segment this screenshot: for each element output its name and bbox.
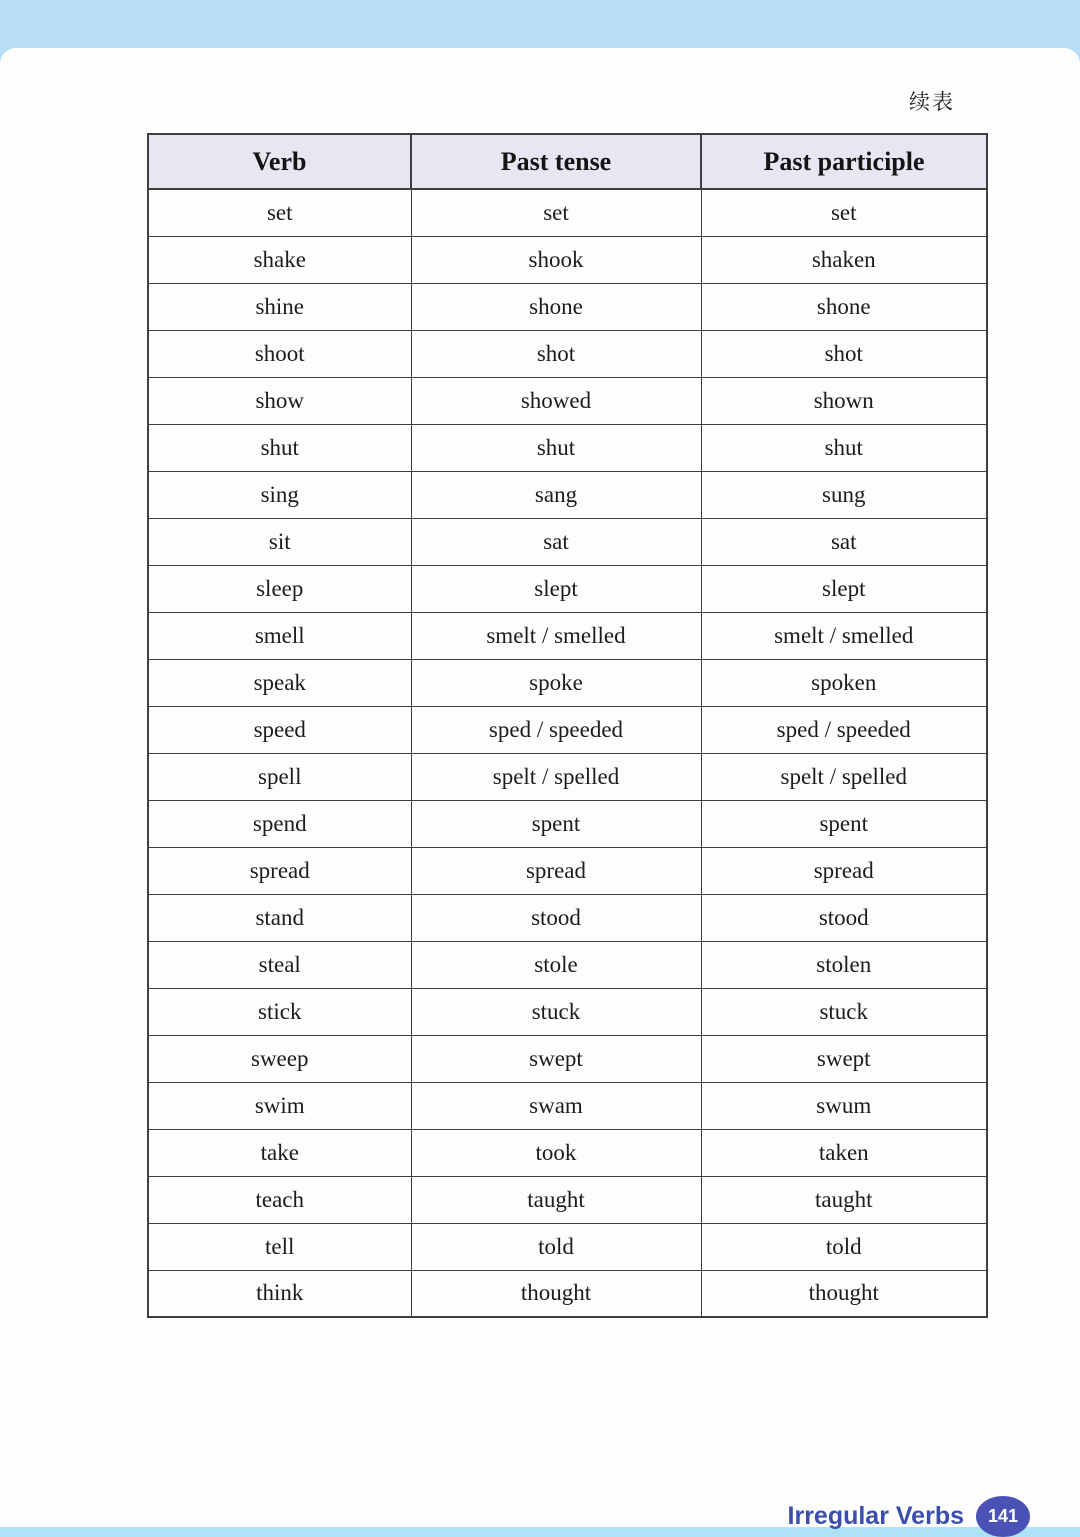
footer xyxy=(788,1496,1030,1537)
table-cell: sped / speeded xyxy=(411,706,701,753)
table-cell: shaken xyxy=(701,236,987,283)
table-cell: set xyxy=(701,189,987,236)
table-cell: swept xyxy=(411,1035,701,1082)
footer-section-title: Irregular Verbs xyxy=(787,1502,964,1530)
table-row xyxy=(148,1129,987,1176)
table-row xyxy=(148,518,987,565)
table-cell: set xyxy=(411,189,701,236)
table-row xyxy=(148,377,987,424)
table-cell: stuck xyxy=(411,988,701,1035)
table-cell: stuck xyxy=(701,988,987,1035)
table-cell: sung xyxy=(701,471,987,518)
table-cell: spread xyxy=(148,847,411,894)
table-row xyxy=(148,565,987,612)
table-cell: slept xyxy=(411,565,701,612)
table-row xyxy=(148,706,987,753)
table-cell: speed xyxy=(148,706,411,753)
table-cell: slept xyxy=(701,565,987,612)
table-row xyxy=(148,1176,987,1223)
table-cell: stand xyxy=(148,894,411,941)
table-cell: thought xyxy=(411,1270,701,1317)
table-row xyxy=(148,659,987,706)
table-cell: spread xyxy=(701,847,987,894)
table-row xyxy=(148,988,987,1035)
table-row xyxy=(148,1082,987,1129)
table-cell: stolen xyxy=(701,941,987,988)
table-cell: speak xyxy=(148,659,411,706)
table-cell: tell xyxy=(148,1223,411,1270)
table-cell: sleep xyxy=(148,565,411,612)
table-cell: showed xyxy=(411,377,701,424)
table-cell: stole xyxy=(411,941,701,988)
table-cell: shut xyxy=(701,424,987,471)
column-header-past-tense: Past tense xyxy=(411,134,701,189)
table-cell: shone xyxy=(701,283,987,330)
table-cell: shine xyxy=(148,283,411,330)
table-row xyxy=(148,847,987,894)
column-header-past-participle: Past participle xyxy=(701,134,987,189)
table-cell: shown xyxy=(701,377,987,424)
table-cell: spent xyxy=(701,800,987,847)
table-cell: shake xyxy=(148,236,411,283)
irregular-verbs-table xyxy=(147,133,988,1318)
table-cell: steal xyxy=(148,941,411,988)
table-cell: swim xyxy=(148,1082,411,1129)
table-cell: taught xyxy=(701,1176,987,1223)
table-row xyxy=(148,800,987,847)
table-row xyxy=(148,1223,987,1270)
table-cell: smelt / smelled xyxy=(411,612,701,659)
table-cell: teach xyxy=(148,1176,411,1223)
table-cell: sat xyxy=(411,518,701,565)
page xyxy=(0,48,1080,1530)
table-row xyxy=(148,189,987,236)
table-cell: shut xyxy=(148,424,411,471)
table-row xyxy=(148,941,987,988)
table-cell: smell xyxy=(148,612,411,659)
table-header-row xyxy=(148,134,987,189)
table-row xyxy=(148,330,987,377)
table-cell: shut xyxy=(411,424,701,471)
table-cell: spend xyxy=(148,800,411,847)
table-cell: shook xyxy=(411,236,701,283)
table-row xyxy=(148,236,987,283)
table-cell: set xyxy=(148,189,411,236)
table-cell: stood xyxy=(411,894,701,941)
table-cell: sat xyxy=(701,518,987,565)
table-cell: taught xyxy=(411,1176,701,1223)
table-cell: taken xyxy=(701,1129,987,1176)
table-cell: spelt / spelled xyxy=(411,753,701,800)
table-cell: thought xyxy=(701,1270,987,1317)
table-cell: think xyxy=(148,1270,411,1317)
table-cell: swam xyxy=(411,1082,701,1129)
table-row xyxy=(148,471,987,518)
table-cell: spell xyxy=(148,753,411,800)
table-cell: told xyxy=(701,1223,987,1270)
table-row xyxy=(148,753,987,800)
table-row xyxy=(148,424,987,471)
table-cell: spoken xyxy=(701,659,987,706)
continued-table-label: 续表 xyxy=(909,91,955,114)
table-cell: spread xyxy=(411,847,701,894)
table-cell: sang xyxy=(411,471,701,518)
table-cell: shone xyxy=(411,283,701,330)
table-cell: spent xyxy=(411,800,701,847)
table-cell: stood xyxy=(701,894,987,941)
table-cell: smelt / smelled xyxy=(701,612,987,659)
table-cell: shoot xyxy=(148,330,411,377)
table-cell: swept xyxy=(701,1035,987,1082)
table-cell: show xyxy=(148,377,411,424)
table-row xyxy=(148,1270,987,1317)
table-cell: shot xyxy=(411,330,701,377)
verbs-table-body xyxy=(148,189,987,1317)
table-cell: stick xyxy=(148,988,411,1035)
table-cell: swum xyxy=(701,1082,987,1129)
table-cell: sing xyxy=(148,471,411,518)
page-number-badge: 141 xyxy=(976,1496,1030,1537)
table-row xyxy=(148,894,987,941)
table-cell: took xyxy=(411,1129,701,1176)
table-row xyxy=(148,612,987,659)
column-header-verb: Verb xyxy=(148,134,411,189)
table-cell: sit xyxy=(148,518,411,565)
table-cell: spelt / spelled xyxy=(701,753,987,800)
table-cell: take xyxy=(148,1129,411,1176)
table-cell: sped / speeded xyxy=(701,706,987,753)
table-cell: shot xyxy=(701,330,987,377)
table-row xyxy=(148,1035,987,1082)
table-cell: sweep xyxy=(148,1035,411,1082)
table-row xyxy=(148,283,987,330)
table-cell: told xyxy=(411,1223,701,1270)
table-cell: spoke xyxy=(411,659,701,706)
